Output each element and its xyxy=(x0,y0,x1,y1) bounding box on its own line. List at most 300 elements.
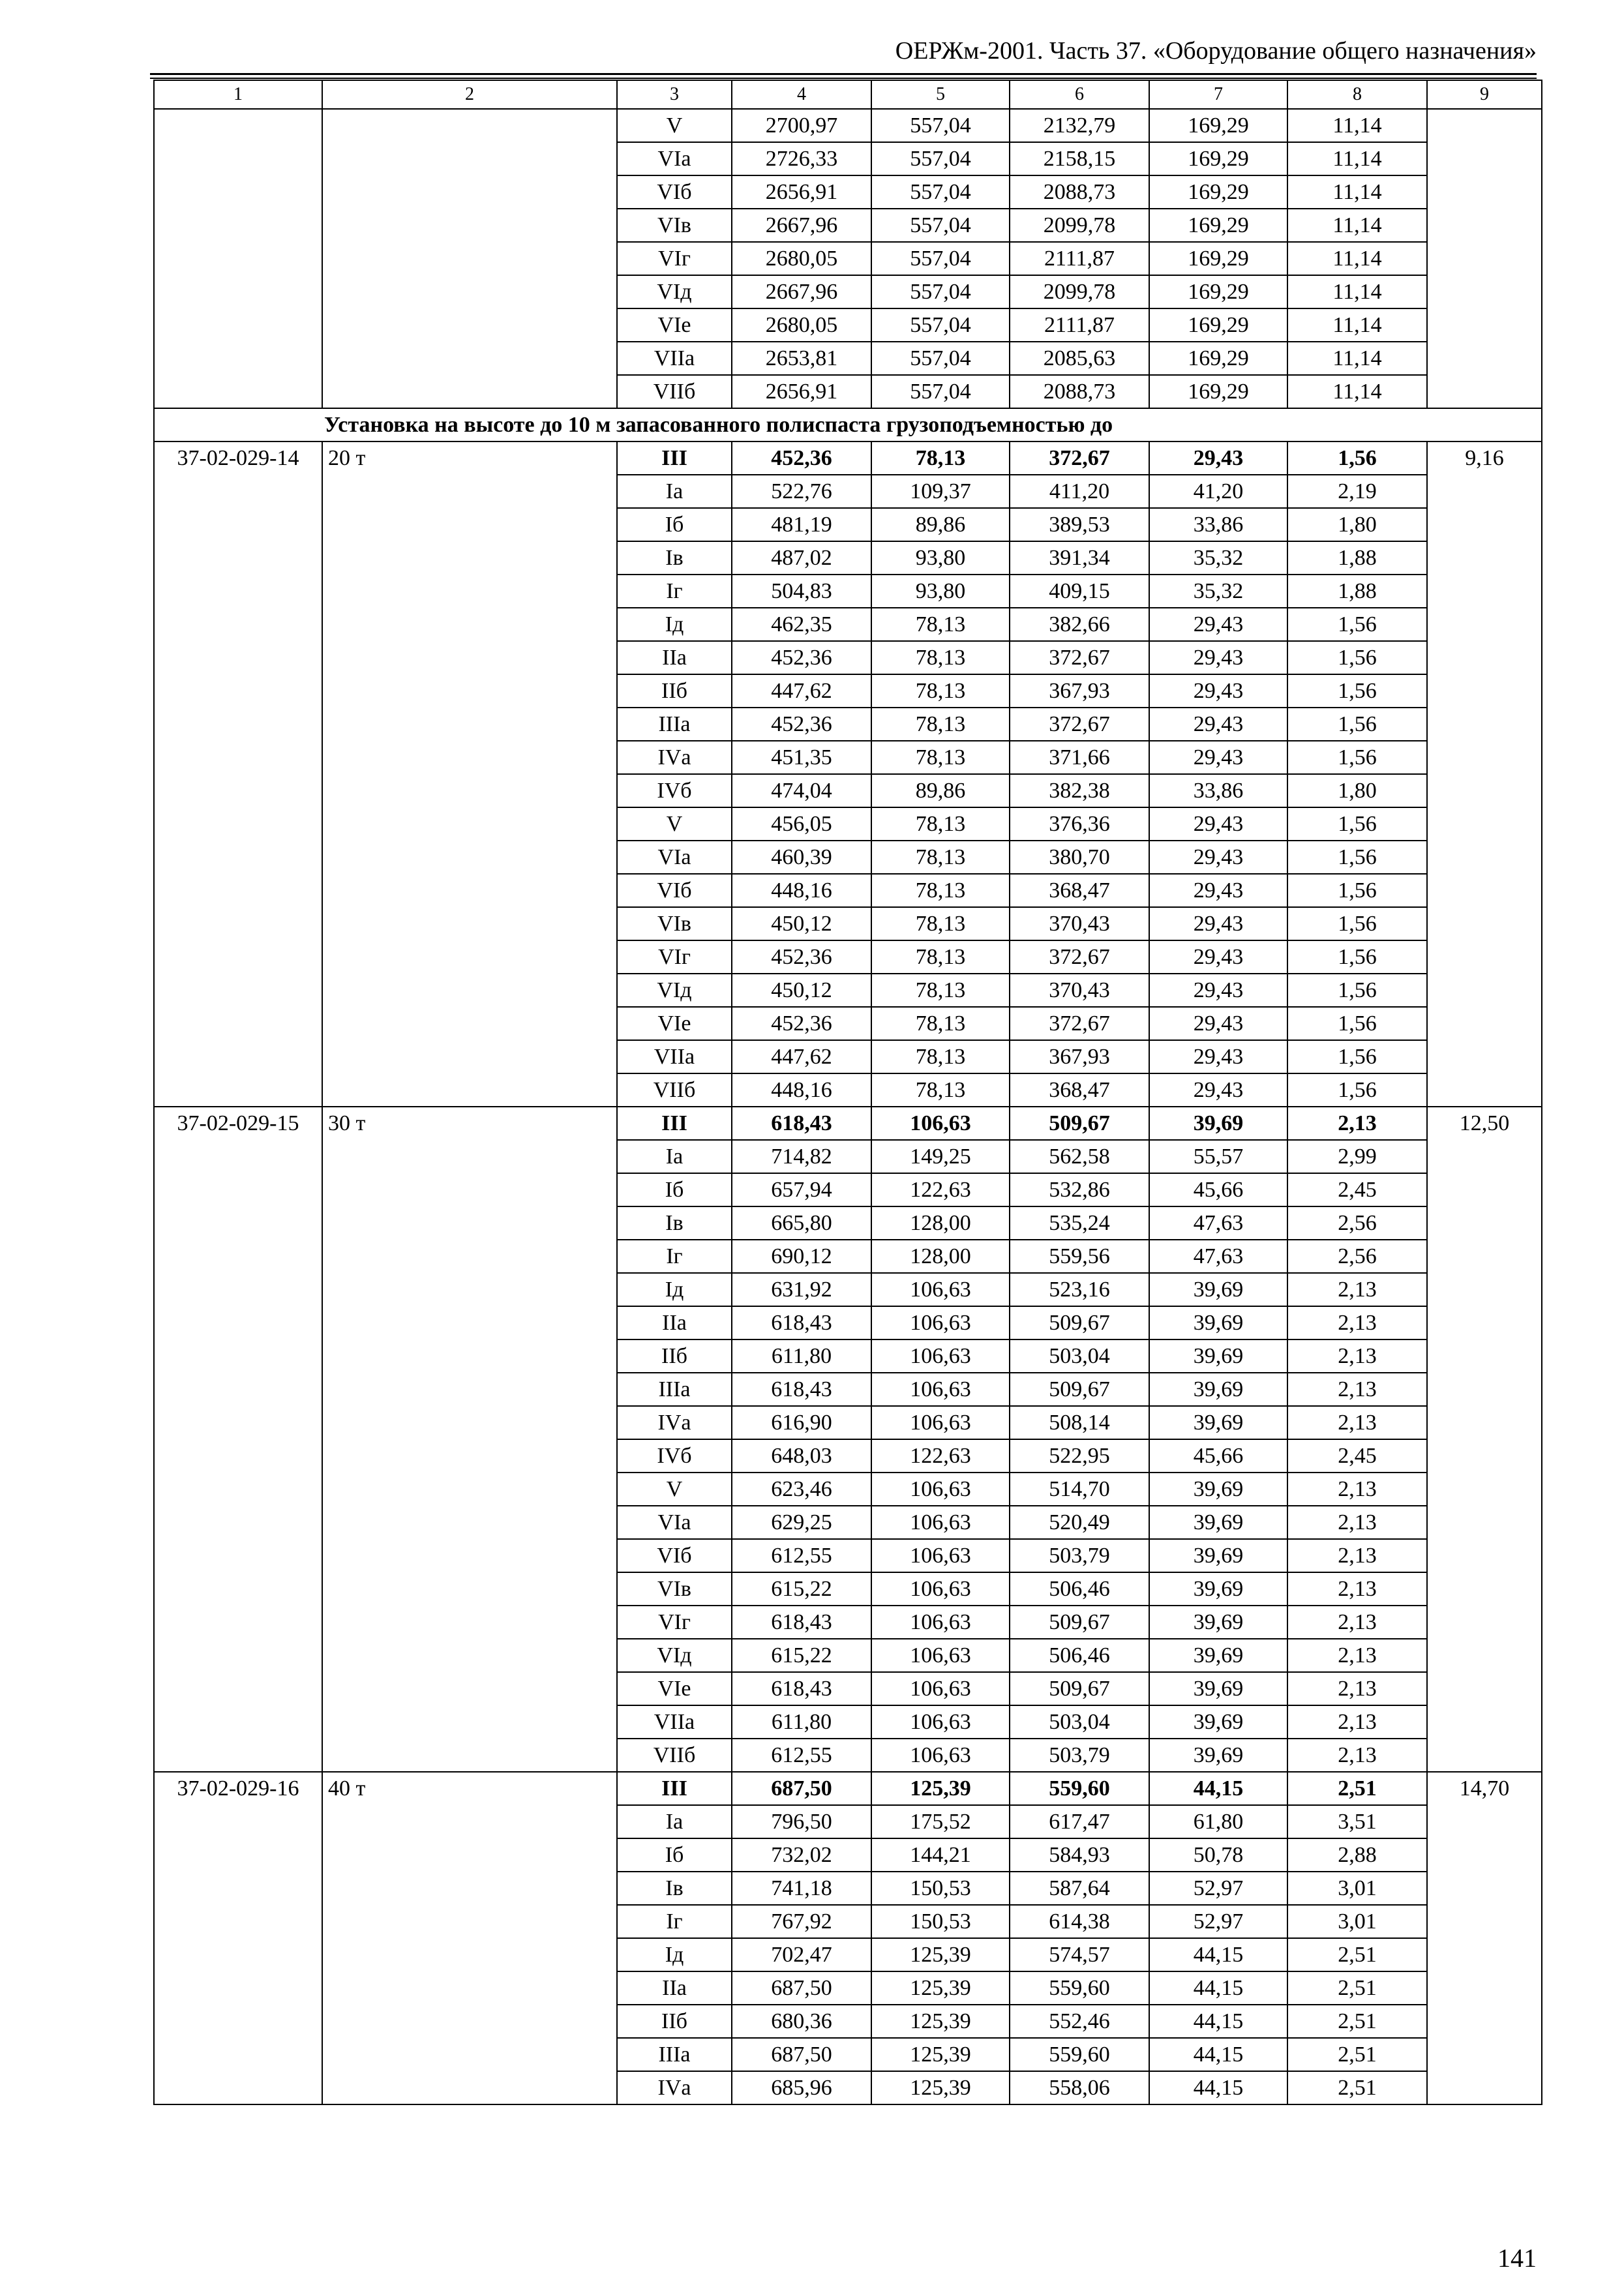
machinists-wages-cell: 1,56 xyxy=(1287,441,1427,475)
region-cell: VIIб xyxy=(617,1739,732,1772)
machinists-wages-cell: 2,99 xyxy=(1287,1140,1427,1173)
total-cost-cell: 618,43 xyxy=(732,1107,871,1140)
region-cell: VIа xyxy=(617,142,732,175)
materials-cell: 2099,78 xyxy=(1010,275,1149,308)
rate-name: 20 т xyxy=(322,441,617,1107)
total-cost-cell: 796,50 xyxy=(732,1805,871,1838)
machines-cell: 29,43 xyxy=(1149,608,1287,641)
materials-cell: 409,15 xyxy=(1010,575,1149,608)
machinists-wages-cell: 11,14 xyxy=(1287,142,1427,175)
machines-cell: 29,43 xyxy=(1149,708,1287,741)
total-cost-cell: 522,76 xyxy=(732,475,871,508)
wages-cell: 557,04 xyxy=(871,275,1010,308)
machinists-wages-cell: 2,51 xyxy=(1287,2005,1427,2038)
wages-cell: 106,63 xyxy=(871,1739,1010,1772)
materials-cell: 391,34 xyxy=(1010,541,1149,575)
machinists-wages-cell: 2,13 xyxy=(1287,1306,1427,1339)
region-cell: VIе xyxy=(617,1672,732,1705)
machinists-wages-cell: 1,56 xyxy=(1287,608,1427,641)
wages-cell: 122,63 xyxy=(871,1173,1010,1206)
machinists-wages-cell: 2,56 xyxy=(1287,1206,1427,1240)
machines-cell: 33,86 xyxy=(1149,774,1287,807)
materials-cell: 371,66 xyxy=(1010,741,1149,774)
labor-cost: 12,50 xyxy=(1427,1107,1542,1772)
materials-cell: 614,38 xyxy=(1010,1905,1149,1938)
machines-cell: 29,43 xyxy=(1149,641,1287,674)
materials-cell: 584,93 xyxy=(1010,1838,1149,1872)
materials-cell: 562,58 xyxy=(1010,1140,1149,1173)
machines-cell: 29,43 xyxy=(1149,1007,1287,1040)
column-number: 3 xyxy=(617,80,732,109)
total-cost-cell: 687,50 xyxy=(732,1772,871,1805)
total-cost-cell: 2680,05 xyxy=(732,308,871,342)
machinists-wages-cell: 2,13 xyxy=(1287,1107,1427,1140)
materials-cell: 514,70 xyxy=(1010,1473,1149,1506)
machines-cell: 61,80 xyxy=(1149,1805,1287,1838)
machinists-wages-cell: 1,56 xyxy=(1287,1073,1427,1107)
materials-cell: 503,79 xyxy=(1010,1539,1149,1572)
machinists-wages-cell: 11,14 xyxy=(1287,242,1427,275)
machinists-wages-cell: 1,56 xyxy=(1287,974,1427,1007)
region-cell: V xyxy=(617,807,732,841)
region-cell: VIIа xyxy=(617,1705,732,1739)
machines-cell: 39,69 xyxy=(1149,1306,1287,1339)
materials-cell: 382,38 xyxy=(1010,774,1149,807)
materials-cell: 2158,15 xyxy=(1010,142,1149,175)
total-cost-cell: 451,35 xyxy=(732,741,871,774)
page-number: 141 xyxy=(1497,2243,1537,2273)
machinists-wages-cell: 1,56 xyxy=(1287,641,1427,674)
total-cost-cell: 612,55 xyxy=(732,1539,871,1572)
materials-cell: 2088,73 xyxy=(1010,375,1149,408)
machines-cell: 52,97 xyxy=(1149,1872,1287,1905)
total-cost-cell: 2667,96 xyxy=(732,275,871,308)
total-cost-cell: 2667,96 xyxy=(732,209,871,242)
wages-cell: 557,04 xyxy=(871,209,1010,242)
total-cost-cell: 623,46 xyxy=(732,1473,871,1506)
region-cell: IVа xyxy=(617,741,732,774)
region-cell: III xyxy=(617,441,732,475)
materials-cell: 370,43 xyxy=(1010,907,1149,940)
machinists-wages-cell: 1,56 xyxy=(1287,708,1427,741)
wages-cell: 78,13 xyxy=(871,1040,1010,1073)
wages-cell: 557,04 xyxy=(871,175,1010,209)
wages-cell: 78,13 xyxy=(871,874,1010,907)
wages-cell: 106,63 xyxy=(871,1373,1010,1406)
total-cost-cell: 2680,05 xyxy=(732,242,871,275)
wages-cell: 78,13 xyxy=(871,940,1010,974)
wages-cell: 78,13 xyxy=(871,841,1010,874)
machines-cell: 169,29 xyxy=(1149,342,1287,375)
total-cost-cell: 452,36 xyxy=(732,1007,871,1040)
region-cell: VIе xyxy=(617,1007,732,1040)
total-cost-cell: 448,16 xyxy=(732,1073,871,1107)
rates-table xyxy=(153,80,1542,2105)
total-cost-cell: 612,55 xyxy=(732,1739,871,1772)
region-cell: Iа xyxy=(617,1140,732,1173)
materials-cell: 503,04 xyxy=(1010,1705,1149,1739)
wages-cell: 150,53 xyxy=(871,1905,1010,1938)
machines-cell: 47,63 xyxy=(1149,1240,1287,1273)
machines-cell: 29,43 xyxy=(1149,674,1287,708)
machines-cell: 169,29 xyxy=(1149,109,1287,142)
wages-cell: 557,04 xyxy=(871,342,1010,375)
region-cell: VIIб xyxy=(617,1073,732,1107)
wages-cell: 89,86 xyxy=(871,508,1010,541)
machinists-wages-cell: 2,19 xyxy=(1287,475,1427,508)
region-cell: IIIа xyxy=(617,1373,732,1406)
materials-cell: 380,70 xyxy=(1010,841,1149,874)
wages-cell: 78,13 xyxy=(871,441,1010,475)
wages-cell: 93,80 xyxy=(871,541,1010,575)
wages-cell: 106,63 xyxy=(871,1339,1010,1373)
machinists-wages-cell: 2,51 xyxy=(1287,1938,1427,1971)
machinists-wages-cell: 11,14 xyxy=(1287,109,1427,142)
machines-cell: 41,20 xyxy=(1149,475,1287,508)
machinists-wages-cell: 2,51 xyxy=(1287,1772,1427,1805)
rate-name: 30 т xyxy=(322,1107,617,1772)
region-cell: VIIа xyxy=(617,342,732,375)
wages-cell: 78,13 xyxy=(871,974,1010,1007)
materials-cell: 535,24 xyxy=(1010,1206,1149,1240)
machinists-wages-cell: 2,13 xyxy=(1287,1606,1427,1639)
region-cell: VIб xyxy=(617,1539,732,1572)
machines-cell: 169,29 xyxy=(1149,375,1287,408)
wages-cell: 78,13 xyxy=(871,907,1010,940)
wages-cell: 125,39 xyxy=(871,1938,1010,1971)
machines-cell: 39,69 xyxy=(1149,1373,1287,1406)
wages-cell: 125,39 xyxy=(871,2005,1010,2038)
materials-cell: 2099,78 xyxy=(1010,209,1149,242)
wages-cell: 149,25 xyxy=(871,1140,1010,1173)
total-cost-cell: 2656,91 xyxy=(732,375,871,408)
total-cost-cell: 450,12 xyxy=(732,907,871,940)
machinists-wages-cell: 2,88 xyxy=(1287,1838,1427,1872)
machinists-wages-cell: 1,56 xyxy=(1287,907,1427,940)
machines-cell: 169,29 xyxy=(1149,275,1287,308)
table-row xyxy=(154,109,1542,142)
machines-cell: 39,69 xyxy=(1149,1606,1287,1639)
column-number: 7 xyxy=(1149,80,1287,109)
code-cell xyxy=(154,109,322,408)
machines-cell: 29,43 xyxy=(1149,441,1287,475)
machines-cell: 29,43 xyxy=(1149,741,1287,774)
total-cost-cell: 687,50 xyxy=(732,2038,871,2071)
wages-cell: 144,21 xyxy=(871,1838,1010,1872)
machines-cell: 39,69 xyxy=(1149,1406,1287,1439)
total-cost-cell: 618,43 xyxy=(732,1373,871,1406)
machines-cell: 39,69 xyxy=(1149,1506,1287,1539)
machines-cell: 39,69 xyxy=(1149,1672,1287,1705)
region-cell: VIв xyxy=(617,209,732,242)
materials-cell: 532,86 xyxy=(1010,1173,1149,1206)
region-cell: VIд xyxy=(617,275,732,308)
total-cost-cell: 685,96 xyxy=(732,2071,871,2104)
machines-cell: 44,15 xyxy=(1149,2071,1287,2104)
total-cost-cell: 657,94 xyxy=(732,1173,871,1206)
machinists-wages-cell: 1,80 xyxy=(1287,508,1427,541)
region-cell: V xyxy=(617,109,732,142)
column-number: 1 xyxy=(154,80,322,109)
total-cost-cell: 680,36 xyxy=(732,2005,871,2038)
total-cost-cell: 767,92 xyxy=(732,1905,871,1938)
materials-cell: 367,93 xyxy=(1010,1040,1149,1073)
section-title: Установка на высоте до 10 м запасованного полиспаста грузоподъемностью до xyxy=(154,408,1542,441)
table-row xyxy=(154,1107,1542,1140)
machinists-wages-cell: 1,56 xyxy=(1287,874,1427,907)
materials-cell: 509,67 xyxy=(1010,1107,1149,1140)
wages-cell: 106,63 xyxy=(871,1473,1010,1506)
wages-cell: 78,13 xyxy=(871,807,1010,841)
machinists-wages-cell: 1,56 xyxy=(1287,1040,1427,1073)
materials-cell: 2088,73 xyxy=(1010,175,1149,209)
materials-cell: 389,53 xyxy=(1010,508,1149,541)
materials-cell: 552,46 xyxy=(1010,2005,1149,2038)
region-cell: VIе xyxy=(617,308,732,342)
total-cost-cell: 611,80 xyxy=(732,1705,871,1739)
table-row xyxy=(154,441,1542,475)
machines-cell: 29,43 xyxy=(1149,841,1287,874)
materials-cell: 2111,87 xyxy=(1010,242,1149,275)
materials-cell: 509,67 xyxy=(1010,1672,1149,1705)
region-cell: IIб xyxy=(617,674,732,708)
wages-cell: 175,52 xyxy=(871,1805,1010,1838)
region-cell: III xyxy=(617,1107,732,1140)
wages-cell: 78,13 xyxy=(871,708,1010,741)
region-cell: VIд xyxy=(617,974,732,1007)
wages-cell: 106,63 xyxy=(871,1639,1010,1672)
page-header: ОЕРЖм-2001. Часть 37. «Оборудование общего назначения» xyxy=(895,37,1537,65)
region-cell: Iб xyxy=(617,1838,732,1872)
machines-cell: 169,29 xyxy=(1149,142,1287,175)
materials-cell: 370,43 xyxy=(1010,974,1149,1007)
machinists-wages-cell: 3,01 xyxy=(1287,1905,1427,1938)
machinists-wages-cell: 2,13 xyxy=(1287,1705,1427,1739)
machines-cell: 39,69 xyxy=(1149,1107,1287,1140)
machinists-wages-cell: 2,13 xyxy=(1287,1639,1427,1672)
total-cost-cell: 447,62 xyxy=(732,674,871,708)
region-cell: IIа xyxy=(617,1971,732,2005)
header-rule xyxy=(150,78,1537,79)
wages-cell: 128,00 xyxy=(871,1206,1010,1240)
machinists-wages-cell: 1,80 xyxy=(1287,774,1427,807)
wages-cell: 106,63 xyxy=(871,1506,1010,1539)
materials-cell: 372,67 xyxy=(1010,641,1149,674)
wages-cell: 128,00 xyxy=(871,1240,1010,1273)
region-cell: Iа xyxy=(617,1805,732,1838)
wages-cell: 557,04 xyxy=(871,375,1010,408)
region-cell: Iг xyxy=(617,1905,732,1938)
wages-cell: 78,13 xyxy=(871,608,1010,641)
machinists-wages-cell: 2,56 xyxy=(1287,1240,1427,1273)
machinists-wages-cell: 3,51 xyxy=(1287,1805,1427,1838)
total-cost-cell: 452,36 xyxy=(732,940,871,974)
machines-cell: 35,32 xyxy=(1149,575,1287,608)
region-cell: VIIб xyxy=(617,375,732,408)
machines-cell: 52,97 xyxy=(1149,1905,1287,1938)
machines-cell: 39,69 xyxy=(1149,1639,1287,1672)
materials-cell: 523,16 xyxy=(1010,1273,1149,1306)
materials-cell: 559,60 xyxy=(1010,1971,1149,2005)
region-cell: IVб xyxy=(617,1439,732,1473)
rate-code: 37-02-029-16 xyxy=(154,1772,322,2104)
machines-cell: 39,69 xyxy=(1149,1739,1287,1772)
wages-cell: 78,13 xyxy=(871,641,1010,674)
materials-cell: 2111,87 xyxy=(1010,308,1149,342)
region-cell: Iа xyxy=(617,475,732,508)
total-cost-cell: 450,12 xyxy=(732,974,871,1007)
region-cell: IVб xyxy=(617,774,732,807)
total-cost-cell: 618,43 xyxy=(732,1606,871,1639)
wages-cell: 557,04 xyxy=(871,308,1010,342)
region-cell: IIб xyxy=(617,2005,732,2038)
total-cost-cell: 618,43 xyxy=(732,1672,871,1705)
machines-cell: 45,66 xyxy=(1149,1173,1287,1206)
region-cell: VIг xyxy=(617,242,732,275)
total-cost-cell: 447,62 xyxy=(732,1040,871,1073)
total-cost-cell: 481,19 xyxy=(732,508,871,541)
machines-cell: 29,43 xyxy=(1149,874,1287,907)
region-cell: VIа xyxy=(617,1506,732,1539)
column-number: 6 xyxy=(1010,80,1149,109)
region-cell: IVа xyxy=(617,1406,732,1439)
machines-cell: 29,43 xyxy=(1149,907,1287,940)
machinists-wages-cell: 2,13 xyxy=(1287,1506,1427,1539)
materials-cell: 372,67 xyxy=(1010,1007,1149,1040)
total-cost-cell: 460,39 xyxy=(732,841,871,874)
machines-cell: 50,78 xyxy=(1149,1838,1287,1872)
machines-cell: 29,43 xyxy=(1149,940,1287,974)
total-cost-cell: 611,80 xyxy=(732,1339,871,1373)
total-cost-cell: 690,12 xyxy=(732,1240,871,1273)
wages-cell: 557,04 xyxy=(871,109,1010,142)
wages-cell: 89,86 xyxy=(871,774,1010,807)
total-cost-cell: 487,02 xyxy=(732,541,871,575)
wages-cell: 557,04 xyxy=(871,242,1010,275)
machinists-wages-cell: 1,56 xyxy=(1287,1007,1427,1040)
materials-cell: 509,67 xyxy=(1010,1373,1149,1406)
machines-cell: 39,69 xyxy=(1149,1273,1287,1306)
region-cell: Iд xyxy=(617,608,732,641)
region-cell: Iг xyxy=(617,575,732,608)
machinists-wages-cell: 2,13 xyxy=(1287,1273,1427,1306)
materials-cell: 411,20 xyxy=(1010,475,1149,508)
machines-cell: 29,43 xyxy=(1149,1073,1287,1107)
machines-cell: 39,69 xyxy=(1149,1705,1287,1739)
machines-cell: 29,43 xyxy=(1149,807,1287,841)
region-cell: IIа xyxy=(617,641,732,674)
labor-cost: 9,16 xyxy=(1427,441,1542,1107)
machinists-wages-cell: 1,56 xyxy=(1287,807,1427,841)
machines-cell: 39,69 xyxy=(1149,1339,1287,1373)
machinists-wages-cell: 2,13 xyxy=(1287,1739,1427,1772)
total-cost-cell: 648,03 xyxy=(732,1439,871,1473)
machines-cell: 45,66 xyxy=(1149,1439,1287,1473)
machines-cell: 55,57 xyxy=(1149,1140,1287,1173)
total-cost-cell: 462,35 xyxy=(732,608,871,641)
machinists-wages-cell: 1,88 xyxy=(1287,575,1427,608)
wages-cell: 106,63 xyxy=(871,1539,1010,1572)
region-cell: Iб xyxy=(617,1173,732,1206)
machines-cell: 39,69 xyxy=(1149,1539,1287,1572)
machines-cell: 44,15 xyxy=(1149,2005,1287,2038)
total-cost-cell: 2653,81 xyxy=(732,342,871,375)
wages-cell: 106,63 xyxy=(871,1672,1010,1705)
labor-cell xyxy=(1427,109,1542,408)
materials-cell: 509,67 xyxy=(1010,1306,1149,1339)
total-cost-cell: 456,05 xyxy=(732,807,871,841)
materials-cell: 509,67 xyxy=(1010,1606,1149,1639)
region-cell: Iд xyxy=(617,1938,732,1971)
total-cost-cell: 452,36 xyxy=(732,708,871,741)
rate-name: 40 т xyxy=(322,1772,617,2104)
total-cost-cell: 448,16 xyxy=(732,874,871,907)
materials-cell: 376,36 xyxy=(1010,807,1149,841)
region-cell: VIIа xyxy=(617,1040,732,1073)
wages-cell: 122,63 xyxy=(871,1439,1010,1473)
wages-cell: 78,13 xyxy=(871,1073,1010,1107)
materials-cell: 508,14 xyxy=(1010,1406,1149,1439)
materials-cell: 503,79 xyxy=(1010,1739,1149,1772)
wages-cell: 78,13 xyxy=(871,1007,1010,1040)
labor-cost: 14,70 xyxy=(1427,1772,1542,2104)
total-cost-cell: 741,18 xyxy=(732,1872,871,1905)
machinists-wages-cell: 11,14 xyxy=(1287,209,1427,242)
name-cell xyxy=(322,109,617,408)
materials-cell: 559,60 xyxy=(1010,2038,1149,2071)
machines-cell: 39,69 xyxy=(1149,1572,1287,1606)
wages-cell: 93,80 xyxy=(871,575,1010,608)
wages-cell: 150,53 xyxy=(871,1872,1010,1905)
total-cost-cell: 631,92 xyxy=(732,1273,871,1306)
materials-cell: 2132,79 xyxy=(1010,109,1149,142)
region-cell: V xyxy=(617,1473,732,1506)
machinists-wages-cell: 2,13 xyxy=(1287,1373,1427,1406)
machinists-wages-cell: 11,14 xyxy=(1287,275,1427,308)
column-number: 5 xyxy=(871,80,1010,109)
materials-cell: 559,56 xyxy=(1010,1240,1149,1273)
region-cell: VIд xyxy=(617,1639,732,1672)
region-cell: VIв xyxy=(617,907,732,940)
machines-cell: 35,32 xyxy=(1149,541,1287,575)
rate-code: 37-02-029-15 xyxy=(154,1107,322,1772)
total-cost-cell: 702,47 xyxy=(732,1938,871,1971)
wages-cell: 125,39 xyxy=(871,1772,1010,1805)
materials-cell: 368,47 xyxy=(1010,1073,1149,1107)
total-cost-cell: 714,82 xyxy=(732,1140,871,1173)
machinists-wages-cell: 1,56 xyxy=(1287,940,1427,974)
total-cost-cell: 2656,91 xyxy=(732,175,871,209)
materials-cell: 367,93 xyxy=(1010,674,1149,708)
wages-cell: 109,37 xyxy=(871,475,1010,508)
region-cell: VIв xyxy=(617,1572,732,1606)
total-cost-cell: 474,04 xyxy=(732,774,871,807)
machines-cell: 169,29 xyxy=(1149,242,1287,275)
machines-cell: 29,43 xyxy=(1149,974,1287,1007)
machines-cell: 44,15 xyxy=(1149,2038,1287,2071)
region-cell: IVа xyxy=(617,2071,732,2104)
machinists-wages-cell: 11,14 xyxy=(1287,375,1427,408)
materials-cell: 372,67 xyxy=(1010,708,1149,741)
total-cost-cell: 629,25 xyxy=(732,1506,871,1539)
machines-cell: 47,63 xyxy=(1149,1206,1287,1240)
column-number: 8 xyxy=(1287,80,1427,109)
machines-cell: 39,69 xyxy=(1149,1473,1287,1506)
machinists-wages-cell: 2,51 xyxy=(1287,2038,1427,2071)
region-cell: IIб xyxy=(617,1339,732,1373)
wages-cell: 106,63 xyxy=(871,1705,1010,1739)
materials-cell: 382,66 xyxy=(1010,608,1149,641)
